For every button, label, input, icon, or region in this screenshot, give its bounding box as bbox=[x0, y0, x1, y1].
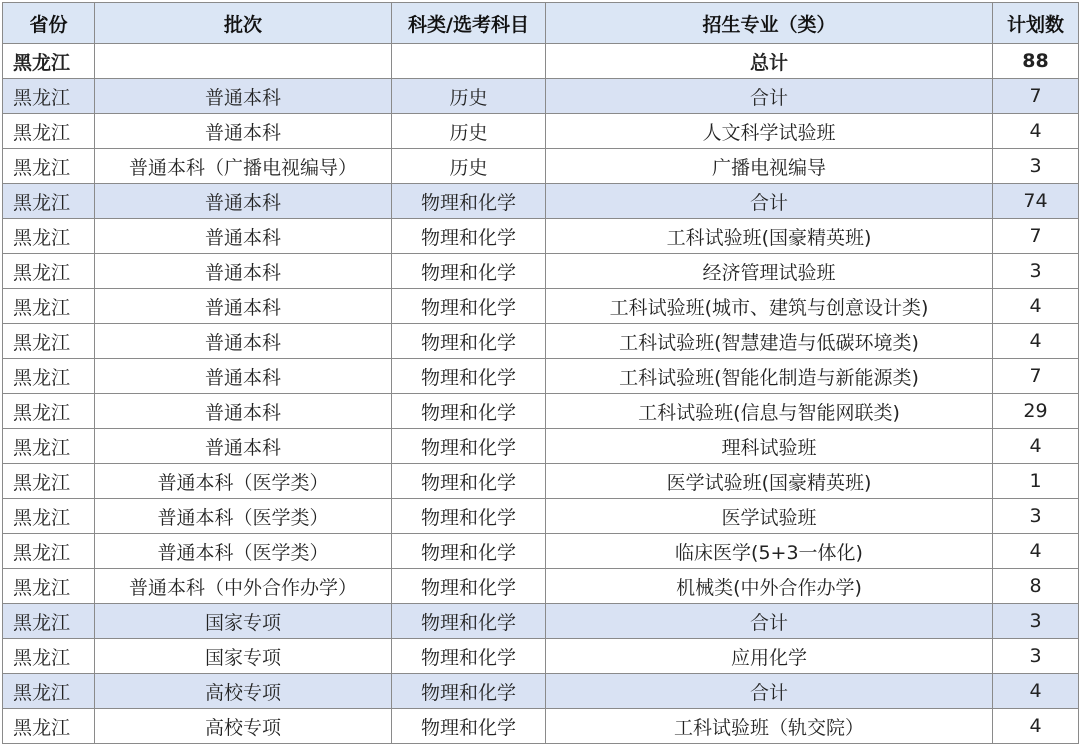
table-row bbox=[3, 639, 1079, 674]
cell-plan: 4 bbox=[993, 289, 1079, 324]
cell-batch: 普通本科 bbox=[95, 394, 392, 429]
cell-province: 黑龙江 bbox=[3, 219, 95, 254]
cell-major: 总计 bbox=[546, 44, 993, 79]
cell-subject: 物理和化学 bbox=[392, 324, 546, 359]
cell-batch: 普通本科 bbox=[95, 289, 392, 324]
cell-batch: 普通本科 bbox=[95, 429, 392, 464]
cell-batch: 普通本科 bbox=[95, 254, 392, 289]
cell-province: 黑龙江 bbox=[3, 429, 95, 464]
cell-subject: 物理和化学 bbox=[392, 604, 546, 639]
cell-major: 合计 bbox=[546, 184, 993, 219]
header-batch: 批次 bbox=[95, 3, 392, 44]
cell-batch: 普通本科 bbox=[95, 79, 392, 114]
cell-major: 临床医学(5+3一体化) bbox=[546, 534, 993, 569]
cell-subject: 物理和化学 bbox=[392, 359, 546, 394]
header-province: 省份 bbox=[3, 3, 95, 44]
cell-plan: 4 bbox=[993, 429, 1079, 464]
cell-batch: 普通本科（医学类） bbox=[95, 534, 392, 569]
subtotal-row bbox=[3, 79, 1079, 114]
cell-plan: 4 bbox=[993, 324, 1079, 359]
cell-province: 黑龙江 bbox=[3, 254, 95, 289]
cell-subject: 物理和化学 bbox=[392, 639, 546, 674]
cell-plan: 88 bbox=[993, 44, 1079, 79]
cell-batch: 普通本科 bbox=[95, 219, 392, 254]
cell-province: 黑龙江 bbox=[3, 674, 95, 709]
cell-subject: 物理和化学 bbox=[392, 254, 546, 289]
cell-major: 合计 bbox=[546, 604, 993, 639]
cell-major: 医学试验班 bbox=[546, 499, 993, 534]
cell-province: 黑龙江 bbox=[3, 289, 95, 324]
cell-batch: 普通本科 bbox=[95, 359, 392, 394]
cell-province: 黑龙江 bbox=[3, 569, 95, 604]
subtotal-row bbox=[3, 674, 1079, 709]
cell-batch bbox=[95, 44, 392, 79]
cell-province: 黑龙江 bbox=[3, 149, 95, 184]
cell-batch: 普通本科 bbox=[95, 324, 392, 359]
table-row bbox=[3, 709, 1079, 744]
subtotal-row bbox=[3, 184, 1079, 219]
table-row bbox=[3, 499, 1079, 534]
cell-subject: 物理和化学 bbox=[392, 569, 546, 604]
cell-subject: 物理和化学 bbox=[392, 709, 546, 744]
cell-major: 工科试验班(智慧建造与低碳环境类) bbox=[546, 324, 993, 359]
cell-plan: 4 bbox=[993, 114, 1079, 149]
cell-province: 黑龙江 bbox=[3, 184, 95, 219]
cell-batch: 国家专项 bbox=[95, 639, 392, 674]
cell-subject: 物理和化学 bbox=[392, 464, 546, 499]
cell-batch: 高校专项 bbox=[95, 709, 392, 744]
cell-province: 黑龙江 bbox=[3, 324, 95, 359]
cell-plan: 3 bbox=[993, 639, 1079, 674]
table-row bbox=[3, 114, 1079, 149]
cell-plan: 1 bbox=[993, 464, 1079, 499]
cell-subject: 物理和化学 bbox=[392, 289, 546, 324]
cell-province: 黑龙江 bbox=[3, 499, 95, 534]
cell-province: 黑龙江 bbox=[3, 604, 95, 639]
cell-plan: 3 bbox=[993, 499, 1079, 534]
table-body bbox=[3, 44, 1079, 744]
cell-batch: 普通本科（中外合作办学） bbox=[95, 569, 392, 604]
cell-major: 工科试验班(城市、建筑与创意设计类) bbox=[546, 289, 993, 324]
table-row bbox=[3, 429, 1079, 464]
cell-major: 工科试验班(信息与智能网联类) bbox=[546, 394, 993, 429]
cell-batch: 国家专项 bbox=[95, 604, 392, 639]
table-row bbox=[3, 569, 1079, 604]
cell-plan: 7 bbox=[993, 359, 1079, 394]
cell-subject: 物理和化学 bbox=[392, 674, 546, 709]
cell-subject: 历史 bbox=[392, 149, 546, 184]
table-row bbox=[3, 464, 1079, 499]
cell-major: 应用化学 bbox=[546, 639, 993, 674]
cell-plan: 74 bbox=[993, 184, 1079, 219]
table-row bbox=[3, 289, 1079, 324]
cell-province: 黑龙江 bbox=[3, 359, 95, 394]
table-row bbox=[3, 219, 1079, 254]
cell-plan: 29 bbox=[993, 394, 1079, 429]
cell-major: 工科试验班(智能化制造与新能源类) bbox=[546, 359, 993, 394]
cell-batch: 普通本科 bbox=[95, 114, 392, 149]
table-row bbox=[3, 394, 1079, 429]
cell-subject: 物理和化学 bbox=[392, 534, 546, 569]
cell-subject: 历史 bbox=[392, 114, 546, 149]
table-row bbox=[3, 149, 1079, 184]
cell-batch: 普通本科（广播电视编导） bbox=[95, 149, 392, 184]
cell-plan: 4 bbox=[993, 534, 1079, 569]
cell-province: 黑龙江 bbox=[3, 639, 95, 674]
cell-subject: 物理和化学 bbox=[392, 429, 546, 464]
cell-plan: 4 bbox=[993, 674, 1079, 709]
cell-major: 人文科学试验班 bbox=[546, 114, 993, 149]
cell-batch: 普通本科（医学类） bbox=[95, 464, 392, 499]
table-row bbox=[3, 534, 1079, 569]
cell-major: 经济管理试验班 bbox=[546, 254, 993, 289]
cell-plan: 4 bbox=[993, 709, 1079, 744]
cell-plan: 3 bbox=[993, 604, 1079, 639]
cell-province: 黑龙江 bbox=[3, 464, 95, 499]
cell-province: 黑龙江 bbox=[3, 534, 95, 569]
cell-plan: 8 bbox=[993, 569, 1079, 604]
cell-province: 黑龙江 bbox=[3, 394, 95, 429]
cell-province: 黑龙江 bbox=[3, 709, 95, 744]
header-major: 招生专业（类） bbox=[546, 3, 993, 44]
cell-province: 黑龙江 bbox=[3, 79, 95, 114]
cell-major: 工科试验班(国豪精英班) bbox=[546, 219, 993, 254]
cell-plan: 7 bbox=[993, 79, 1079, 114]
cell-province: 黑龙江 bbox=[3, 114, 95, 149]
header-plan: 计划数 bbox=[993, 3, 1079, 44]
cell-major: 机械类(中外合作办学) bbox=[546, 569, 993, 604]
enrollment-plan-table bbox=[2, 2, 1079, 744]
table-row bbox=[3, 324, 1079, 359]
table-row bbox=[3, 359, 1079, 394]
cell-plan: 3 bbox=[993, 149, 1079, 184]
cell-plan: 7 bbox=[993, 219, 1079, 254]
cell-major: 理科试验班 bbox=[546, 429, 993, 464]
subtotal-row bbox=[3, 604, 1079, 639]
cell-batch: 高校专项 bbox=[95, 674, 392, 709]
table-header-row bbox=[3, 3, 1079, 44]
cell-batch: 普通本科（医学类） bbox=[95, 499, 392, 534]
cell-major: 工科试验班（轨交院） bbox=[546, 709, 993, 744]
cell-subject: 物理和化学 bbox=[392, 394, 546, 429]
table-row bbox=[3, 254, 1079, 289]
cell-major: 合计 bbox=[546, 79, 993, 114]
cell-subject bbox=[392, 44, 546, 79]
cell-subject: 物理和化学 bbox=[392, 219, 546, 254]
cell-batch: 普通本科 bbox=[95, 184, 392, 219]
cell-plan: 3 bbox=[993, 254, 1079, 289]
cell-major: 合计 bbox=[546, 674, 993, 709]
cell-major: 医学试验班(国豪精英班) bbox=[546, 464, 993, 499]
cell-subject: 物理和化学 bbox=[392, 499, 546, 534]
grand-total-row bbox=[3, 44, 1079, 79]
header-subject: 科类/选考科目 bbox=[392, 3, 546, 44]
cell-major: 广播电视编导 bbox=[546, 149, 993, 184]
cell-subject: 物理和化学 bbox=[392, 184, 546, 219]
cell-subject: 历史 bbox=[392, 79, 546, 114]
cell-province: 黑龙江 bbox=[3, 44, 95, 79]
